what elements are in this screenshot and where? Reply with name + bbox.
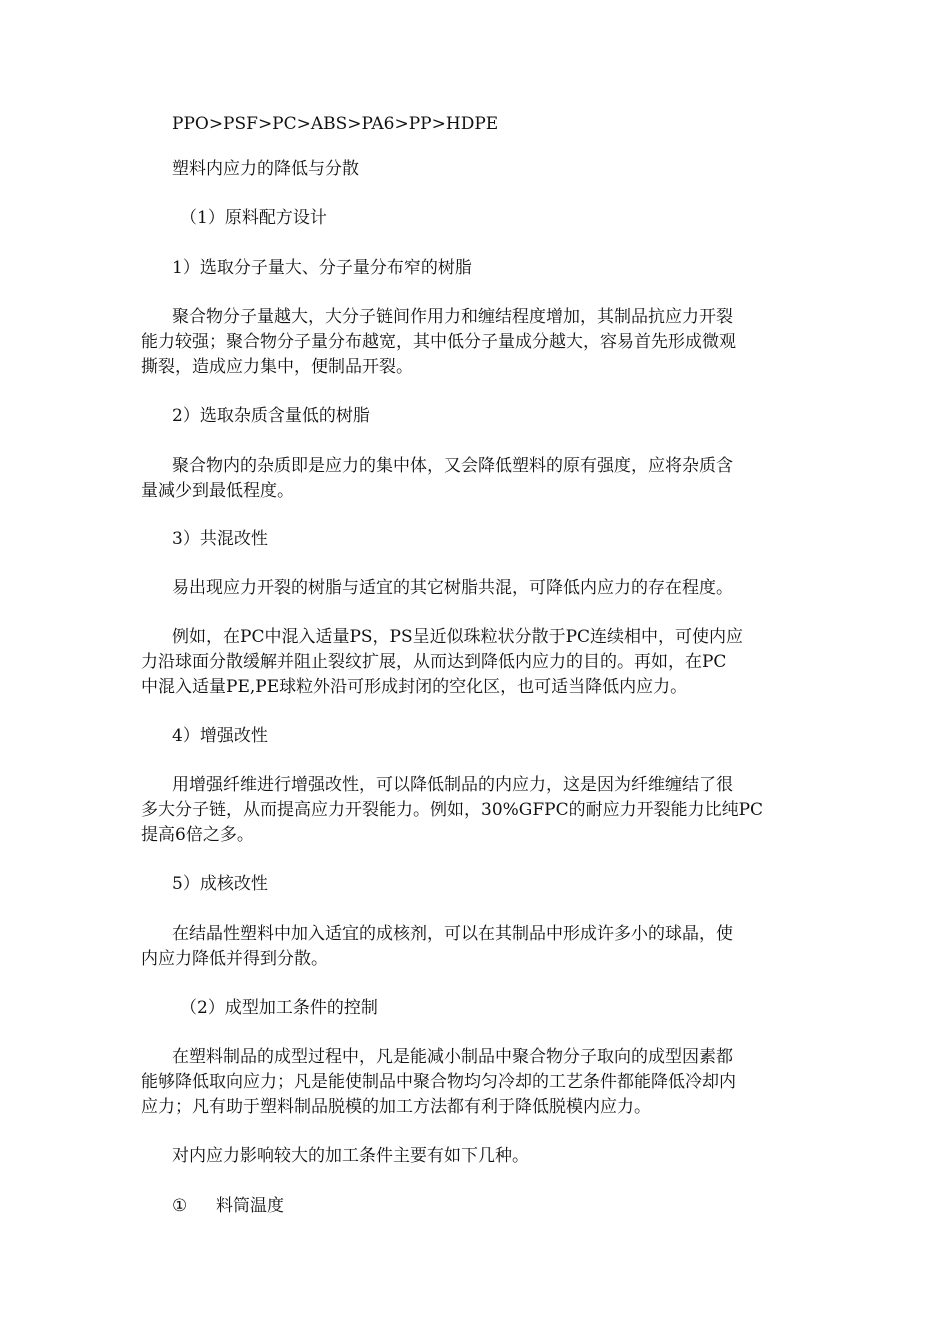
section-title: 塑料内应力的降低与分散 bbox=[172, 159, 359, 179]
item4-para-line: 多大分子链，从而提高应力开裂能力。例如，30%GFPC的耐应力开裂能力比纯PC bbox=[141, 800, 764, 820]
list-item-barrel-temperature bbox=[172, 1194, 284, 1219]
item4-para-line: 用增强纤维进行增强改性，可以降低制品的内应力，这是因为纤维缠结了很 bbox=[172, 775, 733, 795]
h2-intro: 对内应力影响较大的加工条件主要有如下几种。 bbox=[172, 1146, 529, 1166]
item3-para2-line: 例如，在PC中混入适量PS，PS呈近似珠粒状分散于PC连续相中，可使内应 bbox=[172, 627, 744, 647]
item5-para-line: 在结晶性塑料中加入适宜的成核剂，可以在其制品中形成许多小的球晶，使 bbox=[172, 924, 733, 944]
item3-para1: 易出现应力开裂的树脂与适宜的其它树脂共混，可降低内应力的存在程度。 bbox=[172, 578, 733, 598]
item5-para-line: 内应力降低并得到分散。 bbox=[141, 949, 328, 969]
item1-para-line: 能力较强；聚合物分子量分布越宽，其中低分子量成分越大，容易首先形成微观 bbox=[141, 332, 736, 352]
list-marker: ① bbox=[172, 1196, 188, 1216]
item3-para2-line: 力沿球面分散缓解并阻止裂纹扩展，从而达到降低内应力的目的。再如，在PC bbox=[141, 652, 727, 672]
h2-para-line: 在塑料制品的成型过程中，凡是能减小制品中聚合物分子取向的成型因素都 bbox=[172, 1047, 733, 1067]
item3-para2-line: 中混入适量PE,PE球粒外沿可形成封闭的空化区，也可适当降低内应力。 bbox=[141, 677, 688, 697]
item2-para-line: 量减少到最低程度。 bbox=[141, 481, 294, 501]
heading-raw-material-design: （1）原料配方设计 bbox=[180, 208, 327, 228]
h2-para-line: 能够降低取向应力；凡是能使制品中聚合物均匀冷却的工艺条件都能降低冷却内 bbox=[141, 1072, 736, 1092]
h2-para-line: 应力；凡有助于塑料制品脱模的加工方法都有利于降低脱模内应力。 bbox=[141, 1097, 651, 1117]
item4-para-line: 提高6倍之多。 bbox=[141, 825, 254, 845]
item2-para-line: 聚合物内的杂质即是应力的集中体，又会降低塑料的原有强度，应将杂质含 bbox=[172, 456, 733, 476]
heading-processing-conditions: （2）成型加工条件的控制 bbox=[180, 998, 378, 1018]
item3-title: 3）共混改性 bbox=[172, 529, 268, 549]
list-item-label: 料筒温度 bbox=[216, 1196, 284, 1216]
polymer-ranking-line: PPO>PSF>PC>ABS>PA6>PP>HDPE bbox=[172, 114, 499, 134]
item4-title: 4）增强改性 bbox=[172, 726, 268, 746]
item1-para-line: 聚合物分子量越大，大分子链间作用力和缠结程度增加，其制品抗应力开裂 bbox=[172, 307, 733, 327]
item2-title: 2）选取杂质含量低的树脂 bbox=[172, 406, 370, 426]
item1-para-line: 撕裂，造成应力集中，便制品开裂。 bbox=[141, 357, 413, 377]
item5-title: 5）成核改性 bbox=[172, 874, 268, 894]
item1-title: 1）选取分子量大、分子量分布窄的树脂 bbox=[172, 258, 472, 278]
